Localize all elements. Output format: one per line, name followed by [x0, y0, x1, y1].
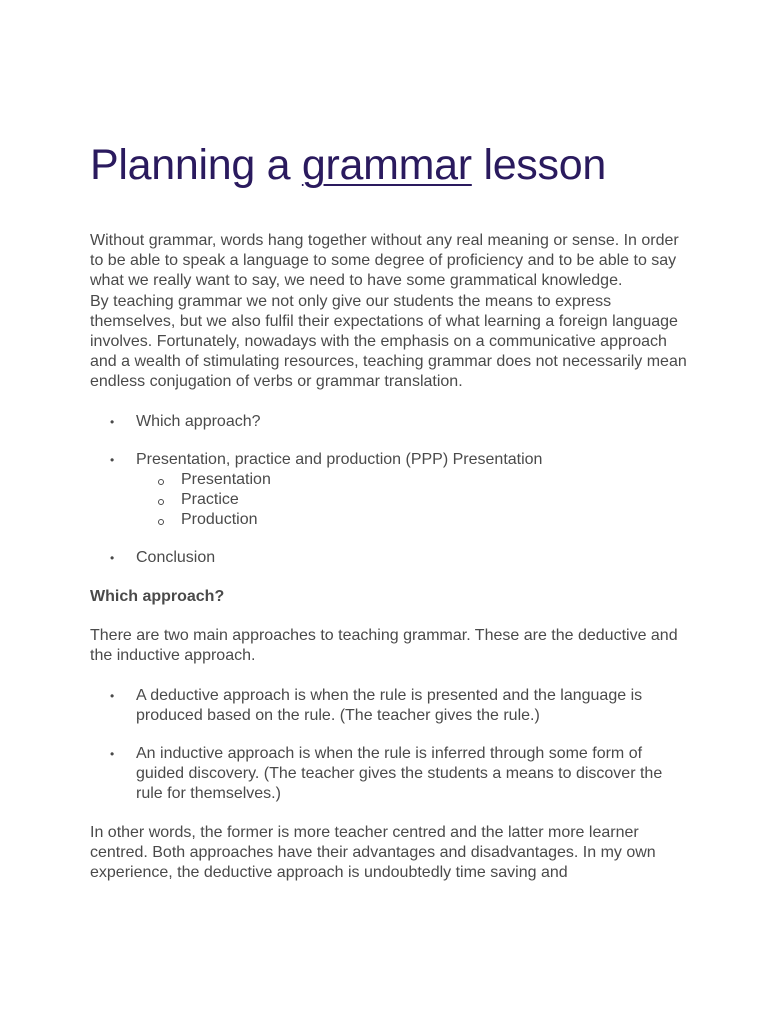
- approach-text: An inductive approach is when the rule is inferred through some form of guided discovery. (The teacher gives the students a means to discover the rule for themselves.): [136, 745, 663, 803]
- circle-bullet-icon: [158, 479, 164, 485]
- intro-paragraph-1: Without grammar, words hang together without any real meaning or sense. In order to be able to speak a language to some degree of proficiency and to be able to say what we really want to say, we need to have some grammatical knowledge.: [90, 232, 679, 290]
- toc-item: [90, 450, 690, 530]
- title-link-grammar[interactable]: grammar: [301, 141, 472, 189]
- toc-sub-item-label: Practice: [181, 491, 239, 509]
- section-heading: Which approach?: [90, 588, 225, 606]
- table-of-contents: [90, 412, 690, 569]
- intro-paragraph-2: By teaching grammar we not only give our students the means to express themselves, but we also fulfil their expectations of what learning a foreign language involves. Fortunately, nowadays with the emphasis on a communicative approach and a wealth of stimulating resources, teaching grammar does not necessarily mean endless conjugation of verbs or grammar translation.: [90, 292, 687, 391]
- approach-item: [90, 744, 690, 805]
- toc-sub-item: [136, 470, 690, 490]
- bullet-icon: •: [110, 747, 115, 762]
- toc-sub-item-label: Production: [181, 511, 258, 529]
- toc-item-label: Conclusion: [136, 549, 216, 567]
- bullet-icon: •: [110, 452, 115, 467]
- document-page: [90, 141, 690, 883]
- toc-item-label: Presentation, practice and production (PPP) Presentation: [136, 450, 543, 468]
- toc-item: [90, 548, 690, 568]
- section-paragraph: There are two main approaches to teaching grammar. These are the deductive and the inductive approach.: [90, 627, 678, 665]
- bullet-icon: •: [110, 551, 115, 566]
- bullet-icon: •: [110, 688, 115, 703]
- title-prefix: Planning a: [90, 141, 302, 189]
- toc-sub-list: [136, 470, 690, 530]
- approach-text: A deductive approach is when the rule is presented and the language is produced based on the rule. (The teacher gives the rule.): [136, 686, 643, 724]
- toc-sub-item: [136, 510, 690, 530]
- title-suffix: lesson: [471, 141, 606, 189]
- toc-sub-item-label: Presentation: [181, 471, 271, 489]
- toc-item: [90, 412, 690, 432]
- bullet-icon: •: [110, 414, 115, 429]
- approach-item: [90, 686, 690, 726]
- page-title: [90, 141, 690, 189]
- closing-paragraph: In other words, the former is more teacher centred and the latter more learner centred. Both approaches have their advantages and disadvantages. In my own experience, the deductive approach is undoubtedly time saving and: [90, 823, 656, 882]
- circle-bullet-icon: [158, 519, 164, 525]
- toc-sub-item: [136, 490, 690, 510]
- approaches-list: [90, 686, 690, 805]
- circle-bullet-icon: [158, 499, 164, 505]
- toc-item-label: Which approach?: [136, 412, 261, 430]
